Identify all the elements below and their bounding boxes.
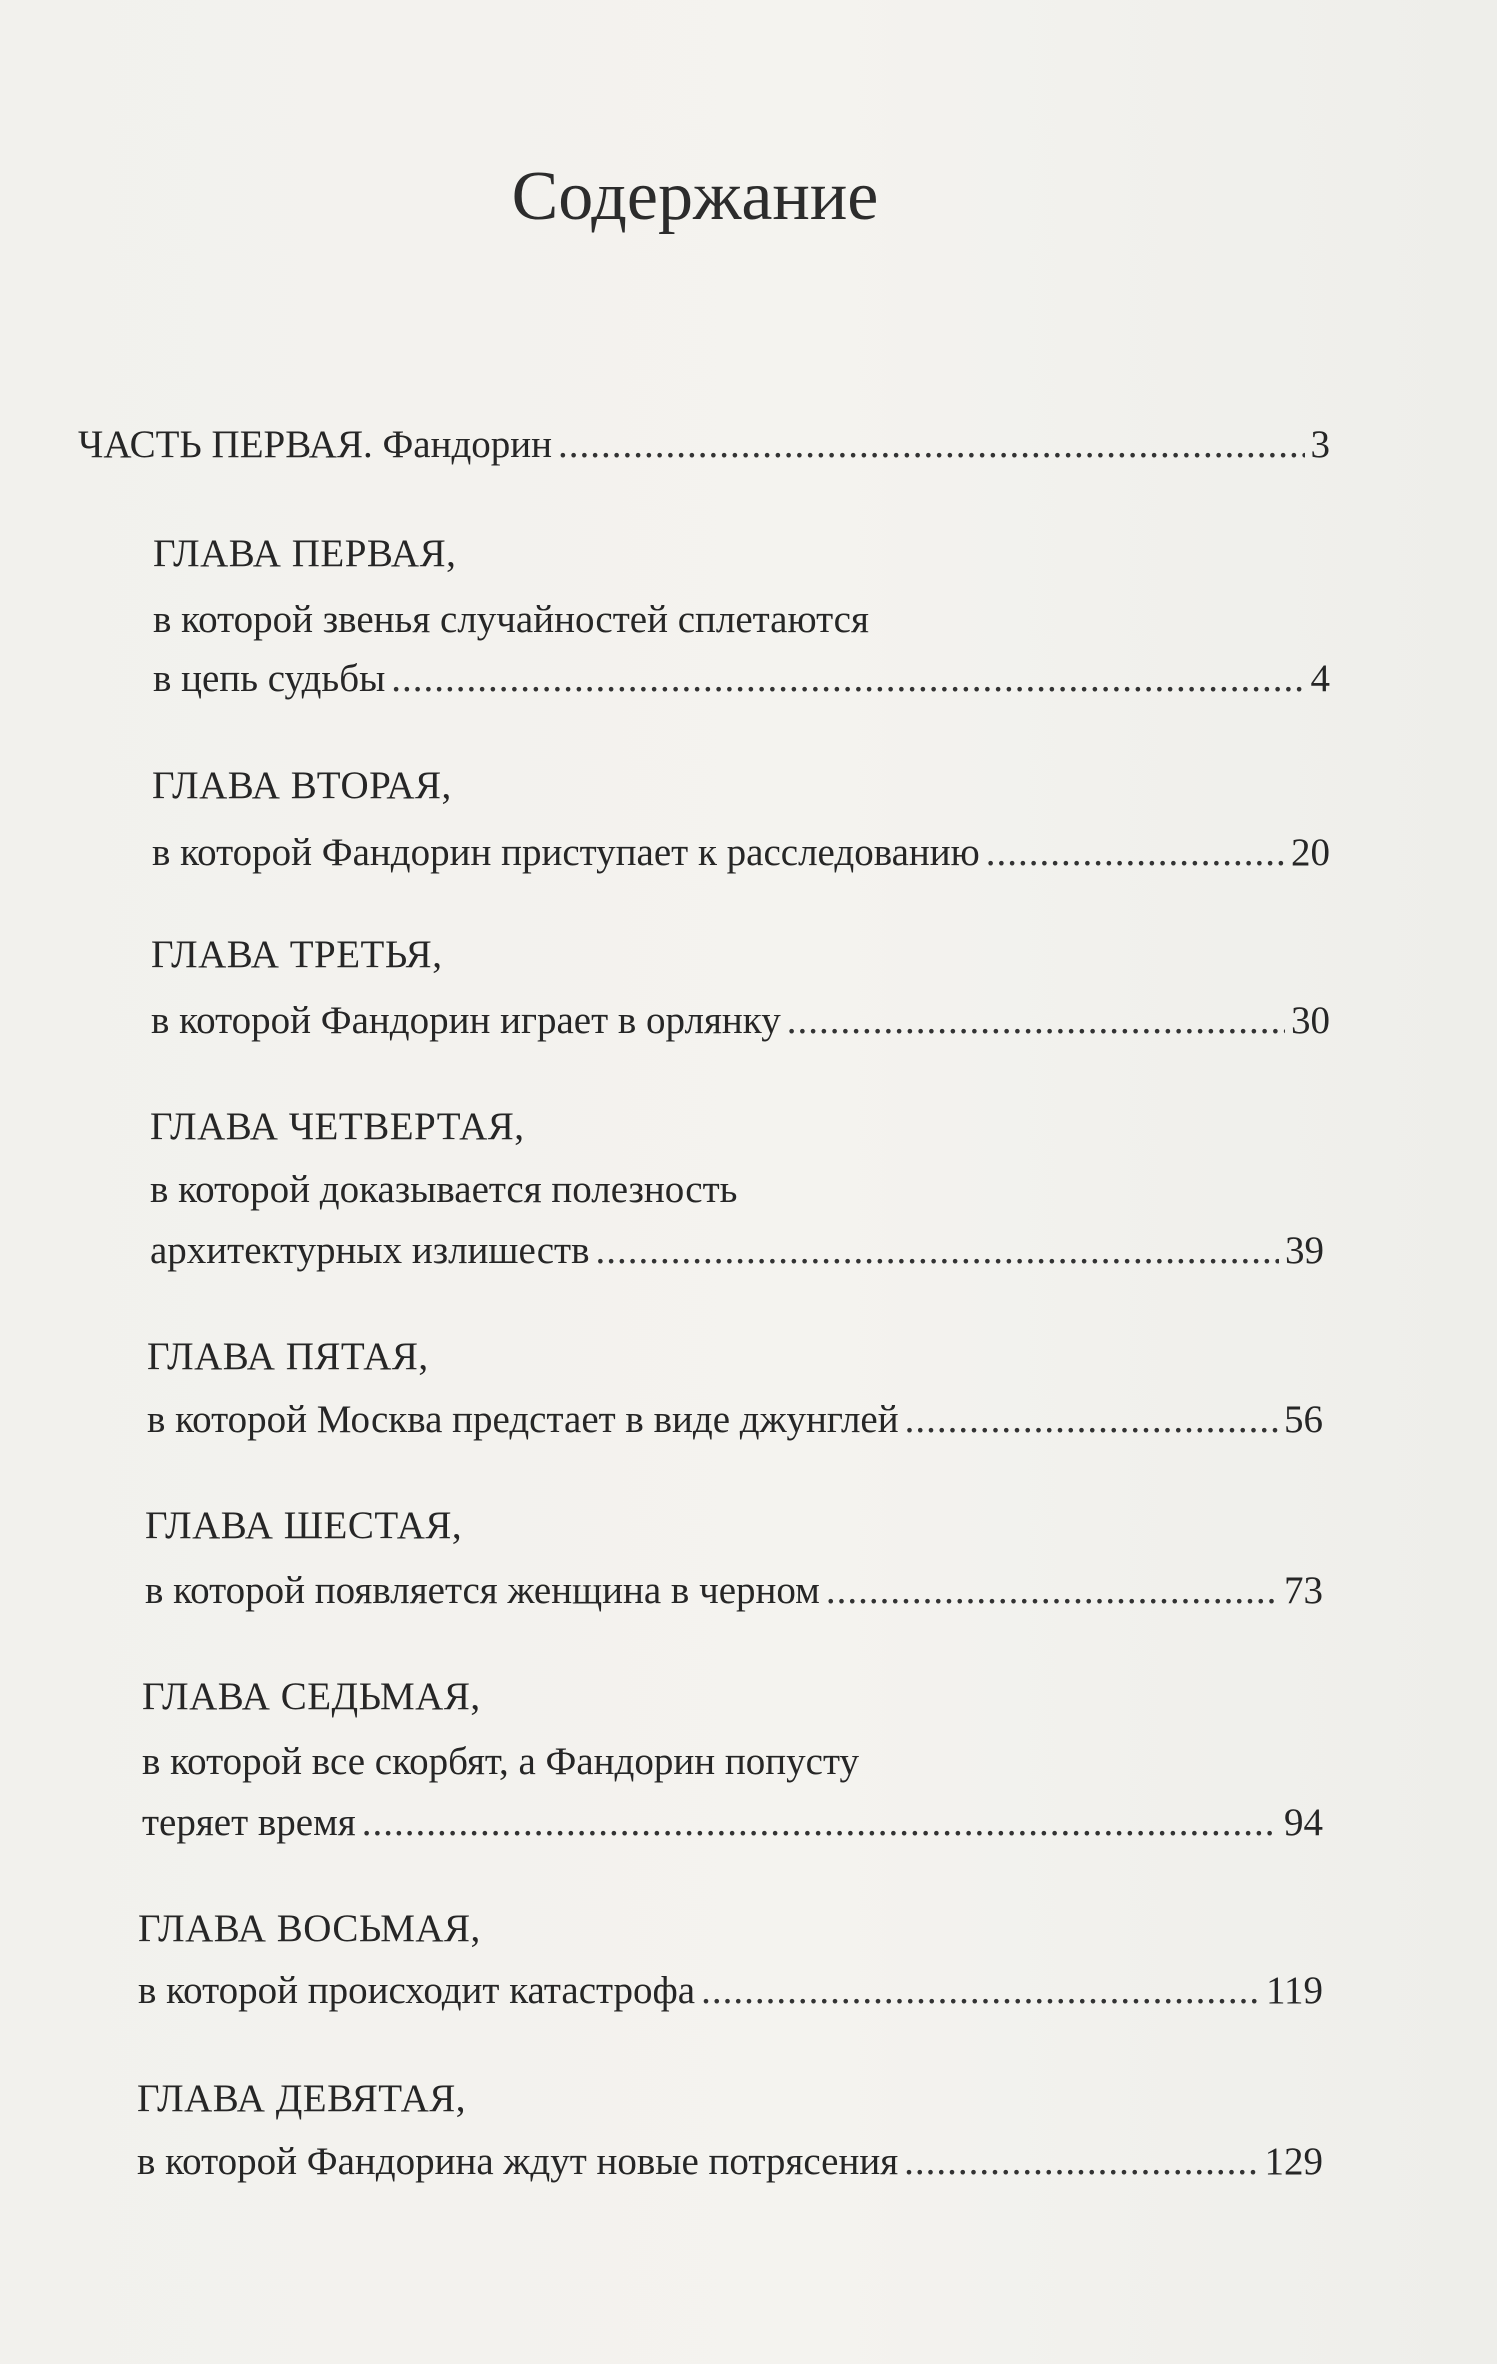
chapter-entry[interactable] (138, 1967, 1323, 2015)
leader-dots (826, 1567, 1278, 1615)
chapter-entry[interactable] (147, 1396, 1323, 1444)
chapter-page-number: 4 (1310, 657, 1330, 700)
chapter-description-line: в которой Фандорин приступает к расследованию (152, 831, 980, 874)
chapter-description-line: в которой Фандорина ждут новые потрясения (137, 2140, 899, 2183)
chapter-page-number: 20 (1291, 831, 1330, 874)
chapter-description-line: теряет время (142, 1801, 356, 1844)
chapter-entry[interactable] (145, 1567, 1323, 1615)
chapter-entry[interactable] (152, 829, 1330, 877)
chapter-title: ГЛАВА ПЯТАЯ, (147, 1335, 429, 1378)
chapter-description-line: в которой Фандорин играет в орлянку (151, 999, 781, 1042)
chapter-description-line: в цепь судьбы (153, 657, 386, 700)
leader-dots (596, 1227, 1279, 1275)
chapter-title: ГЛАВА ТРЕТЬЯ, (151, 933, 443, 976)
chapter-description-line: в которой Москва предстает в виде джунглей (147, 1398, 899, 1441)
page-title: Содержание (511, 158, 879, 235)
chapter-page-number: 119 (1265, 1969, 1323, 2012)
chapter-entry[interactable] (153, 655, 1330, 703)
leader-dots (701, 1967, 1260, 2015)
chapter-entry[interactable] (142, 1799, 1323, 1847)
chapter-entry[interactable] (151, 997, 1330, 1045)
chapter-entry[interactable] (137, 2138, 1323, 2186)
chapter-title: ГЛАВА ЧЕТВЕРТАЯ, (150, 1105, 525, 1148)
chapter-description-line: в которой все скорбят, а Фандорин попусту (142, 1740, 859, 1783)
chapter-title: ГЛАВА ВОСЬМАЯ, (138, 1907, 481, 1950)
chapter-description-line: в которой доказывается полезность (150, 1168, 738, 1211)
chapter-page-number: 94 (1284, 1801, 1323, 1844)
chapter-title: ГЛАВА СЕДЬМАЯ, (142, 1675, 481, 1718)
part-page-number: 3 (1310, 423, 1330, 466)
leader-dots (558, 421, 1304, 469)
chapter-title: ГЛАВА ШЕСТАЯ, (145, 1504, 463, 1547)
leader-dots (391, 655, 1304, 703)
chapter-page-number: 39 (1285, 1229, 1324, 1272)
chapter-description-line: архитектурных излишеств (150, 1229, 590, 1272)
part-label: ЧАСТЬ ПЕРВАЯ. Фандорин (78, 423, 553, 466)
chapter-entry[interactable] (150, 1227, 1324, 1275)
chapter-title: ГЛАВА ПЕРВАЯ, (153, 532, 457, 575)
chapter-title: ГЛАВА ДЕВЯТАЯ, (137, 2077, 467, 2120)
chapter-description-line: в которой звенья случайностей сплетаются (153, 598, 869, 641)
chapter-description-line: в которой происходит катастрофа (138, 1969, 696, 2012)
chapter-page-number: 56 (1284, 1398, 1323, 1441)
part-entry[interactable] (78, 421, 1330, 469)
chapter-title: ГЛАВА ВТОРАЯ, (152, 764, 452, 807)
chapter-page-number: 30 (1291, 999, 1330, 1042)
chapter-description-line: в которой появляется женщина в черном (145, 1569, 820, 1612)
leader-dots (362, 1799, 1278, 1847)
chapter-page-number: 73 (1284, 1569, 1323, 1612)
leader-dots (905, 1396, 1278, 1444)
chapter-page-number: 129 (1264, 2140, 1323, 2183)
leader-dots (986, 829, 1285, 877)
leader-dots (787, 997, 1285, 1045)
leader-dots (904, 2138, 1258, 2186)
